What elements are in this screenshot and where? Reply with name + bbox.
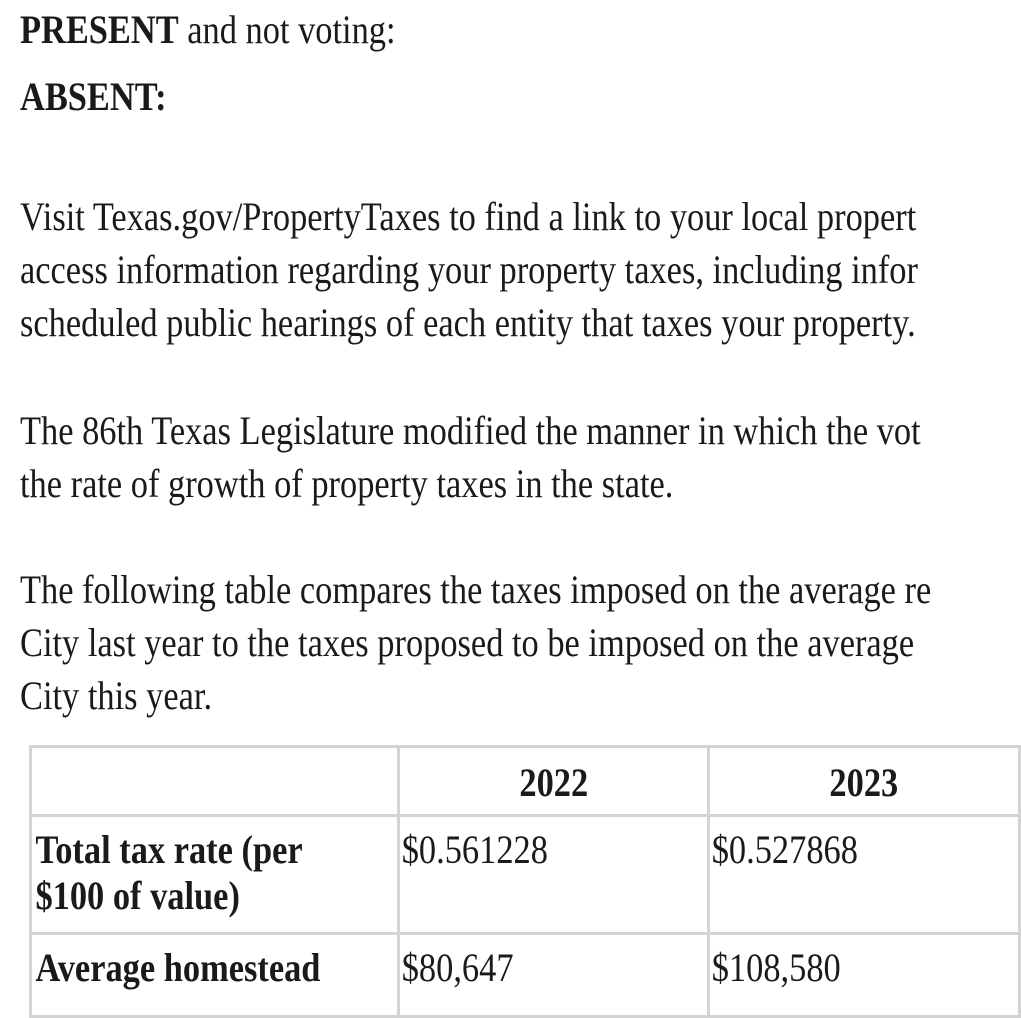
value-cell: $0.527868 xyxy=(709,816,1020,934)
paragraph-line: the rate of growth of property taxes in the state. xyxy=(20,461,674,506)
present-line xyxy=(20,3,396,56)
value-cell: $80,647 xyxy=(398,934,709,1017)
row-label-cell: Total tax rate (per $100 of value) xyxy=(31,816,399,934)
paragraph-property-taxes xyxy=(20,190,918,349)
present-label: PRESENT xyxy=(20,7,179,52)
table-row xyxy=(31,816,1020,934)
present-suffix: and not voting: xyxy=(178,7,396,52)
table-header-cell: 2022 xyxy=(398,747,709,816)
value-cell: $108,580 xyxy=(709,934,1020,1017)
table-header-cell xyxy=(31,747,399,816)
paragraph-legislature xyxy=(20,404,921,510)
table-row xyxy=(31,934,1020,1017)
paragraph-line: scheduled public hearings of each entity that taxes your property. xyxy=(20,300,916,345)
table-header-cell: 2023 xyxy=(709,747,1020,816)
paragraph-line: The 86th Texas Legislature modified the manner in which the vot xyxy=(20,408,921,453)
paragraph-line: access information regarding your property taxes, including infor xyxy=(20,247,918,292)
paragraph-line: City last year to the taxes proposed to be imposed on the average xyxy=(20,620,915,665)
paragraph-line: Visit Texas.gov/PropertyTaxes to find a link to your local propert xyxy=(20,194,917,239)
paragraph-table-intro xyxy=(20,563,931,722)
row-label-cell: Average homestead xyxy=(31,934,399,1017)
paragraph-line: City this year. xyxy=(20,673,213,718)
absent-line: ABSENT: xyxy=(20,74,167,119)
paragraph-line: The following table compares the taxes imposed on the average re xyxy=(20,567,932,612)
tax-comparison-table xyxy=(29,745,1021,1018)
value-cell: $0.561228 xyxy=(398,816,709,934)
table-header-row xyxy=(31,747,1020,816)
